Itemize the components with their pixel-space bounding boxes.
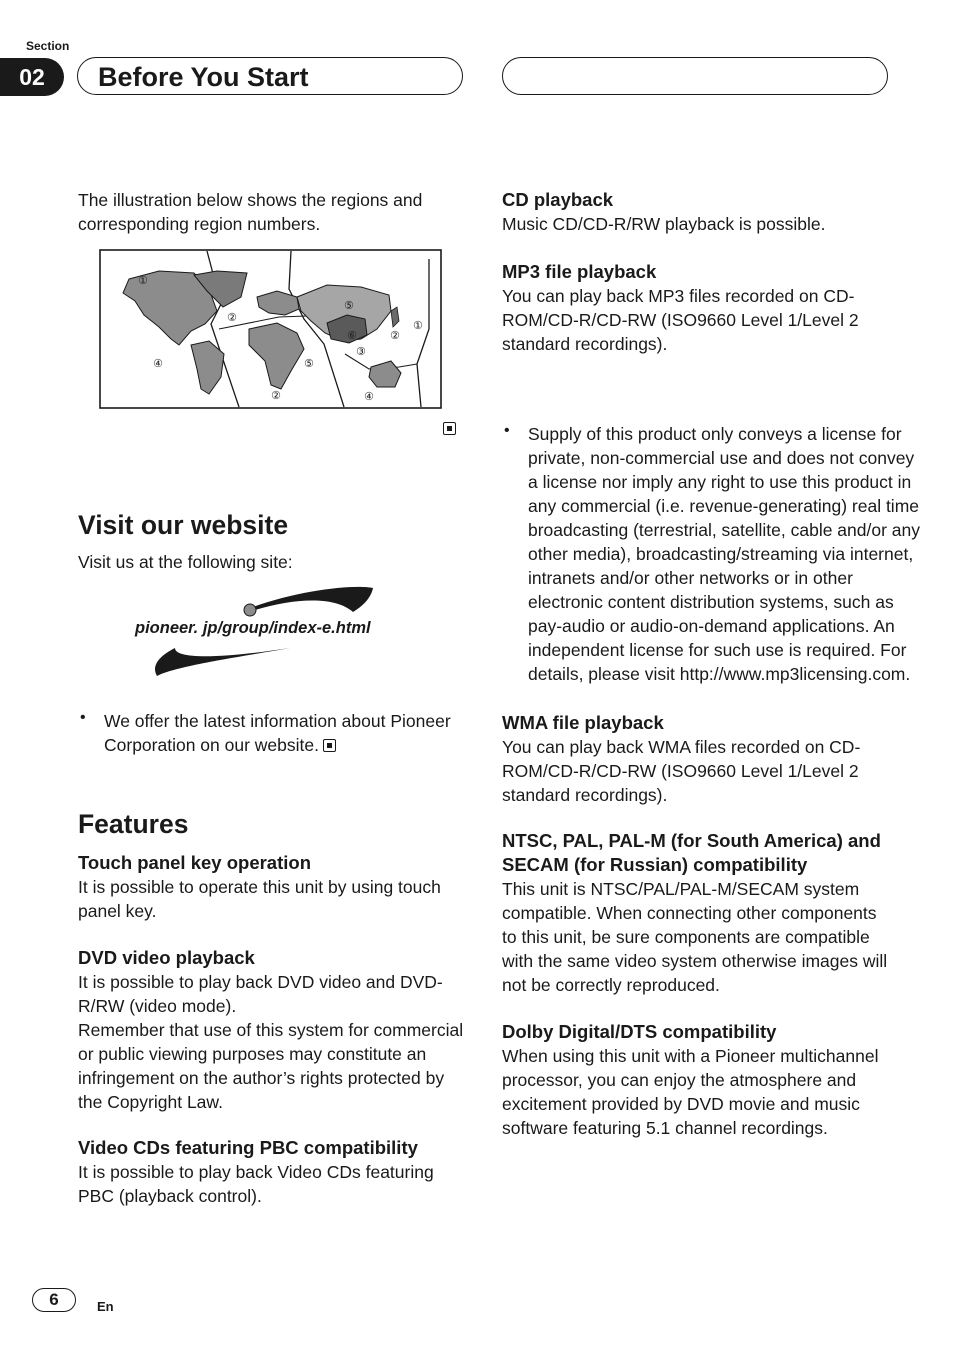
region-label: ⑥ bbox=[347, 329, 357, 342]
ntsc-heading: NTSC, PAL, PAL-M (for South America) and SECAM (for Russian) compatibility bbox=[502, 830, 881, 875]
wma-text: You can play back WMA files recorded on CD-ROM/CD-R/CD-RW (ISO9660 Level 1/Level 2 standard recordings). bbox=[502, 737, 861, 805]
dvd-heading: DVD video playback bbox=[78, 947, 255, 968]
section-title-box-empty bbox=[502, 57, 888, 95]
region-intro: The illustration below shows the regions and corresponding region numbers. bbox=[78, 190, 423, 234]
section-number: 02 bbox=[0, 58, 64, 96]
world-map-illustration bbox=[99, 249, 442, 410]
end-mark-icon bbox=[323, 739, 336, 752]
cd-heading: CD playback bbox=[502, 189, 614, 210]
region-label: ④ bbox=[364, 390, 374, 403]
vcd-text: It is possible to play back Video CDs featuring PBC (playback control). bbox=[78, 1162, 434, 1206]
cd-text: Music CD/CD-R/RW playback is possible. bbox=[502, 214, 826, 234]
ntsc-text: This unit is NTSC/PAL/PAL-M/SECAM system compatible. When connecting other components to this unit, be sure components are compatible with the same video system otherwise images will not be correctly reproduced. bbox=[502, 879, 888, 995]
region-label: ① bbox=[413, 319, 423, 332]
dvd-text-2: Remember that use of this system for commercial or public viewing purposes may constitute an infringement on the author’s rights protected by the Copyright Law. bbox=[78, 1020, 464, 1112]
features-heading: Features bbox=[78, 809, 189, 839]
mp3-text: You can play back MP3 files recorded on CD-ROM/CD-R/CD-RW (ISO9660 Level 1/Level 2 standard recordings). bbox=[502, 286, 859, 354]
vcd-heading: Video CDs featuring PBC compatibility bbox=[78, 1137, 418, 1158]
region-label: ⑤ bbox=[304, 357, 314, 370]
region-label: ② bbox=[227, 311, 237, 324]
touch-heading: Touch panel key operation bbox=[78, 852, 312, 873]
mp3-heading: MP3 file playback bbox=[502, 261, 657, 282]
region-label: ② bbox=[390, 329, 400, 342]
mp3-bullet-text: Supply of this product only conveys a license for private, non-commercial use and does not convey a license nor imply any right to use this product in any commercial (i.e. revenue-generating) real time broadcasting (terrestrial, satellite, cable and/or any other media), broadcasting/streaming via internet, intranets and/or other networks or in other electronic content distribution systems, such as pay-audio or audio-on-demand applications. An independent license for such use is required. For details, please visit http://www.mp3licensing.com. bbox=[528, 424, 921, 684]
dolby-text: When using this unit with a Pioneer multichannel processor, you can enjoy the atmosphere and excitement provided by DVD movie and music software featuring 5.1 channel recordings. bbox=[502, 1046, 879, 1138]
website-heading: Visit our website bbox=[78, 510, 289, 540]
website-bullet bbox=[78, 709, 490, 757]
region-label: ③ bbox=[356, 345, 366, 358]
website-url[interactable]: pioneer. jp/group/index-e.html bbox=[135, 619, 371, 637]
region-label: ⑤ bbox=[344, 299, 354, 312]
section-label: Section bbox=[26, 39, 70, 53]
dolby-heading: Dolby Digital/DTS compatibility bbox=[502, 1021, 777, 1042]
dvd-text: It is possible to play back DVD video and DVD-R/RW (video mode). bbox=[78, 972, 443, 1016]
region-label: ④ bbox=[153, 357, 163, 370]
page-number: 6 bbox=[32, 1288, 76, 1312]
wma-heading: WMA file playback bbox=[502, 712, 664, 733]
section-title-box bbox=[77, 57, 463, 95]
language-label: En bbox=[97, 1299, 114, 1314]
end-mark-icon bbox=[443, 422, 456, 435]
website-intro: Visit us at the following site: bbox=[78, 552, 293, 572]
region-map bbox=[99, 249, 442, 415]
website-logo bbox=[135, 582, 415, 682]
mp3-bullet bbox=[502, 422, 920, 686]
section-title: Before You Start bbox=[98, 62, 309, 92]
website-bullet-text: We offer the latest information about Pioneer Corporation on our website. bbox=[104, 711, 451, 755]
touch-text: It is possible to operate this unit by using touch panel key. bbox=[78, 877, 441, 921]
region-label: ② bbox=[271, 389, 281, 402]
region-label: ① bbox=[138, 274, 148, 287]
